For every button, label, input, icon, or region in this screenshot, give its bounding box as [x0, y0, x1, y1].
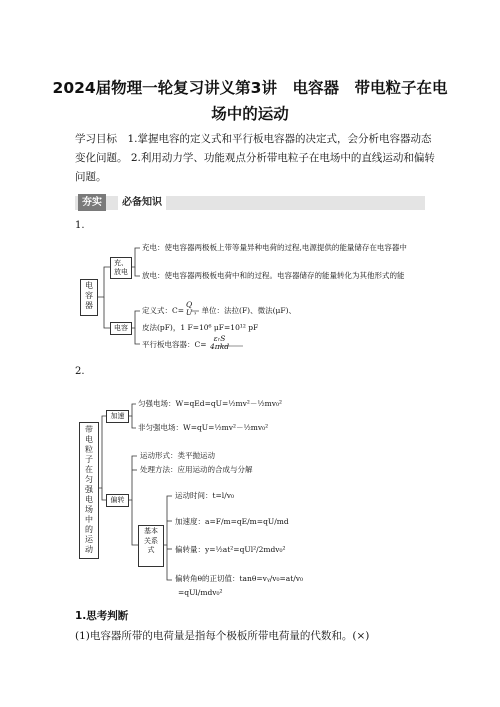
- motion-root-label: 带电粒子在匀强电场中的运动: [85, 425, 93, 554]
- nonuniform-field-formula: 非匀强电场：W=qU=½mv²－½mv₀²: [138, 423, 269, 432]
- definition-suffix: ，单位：法拉(F)、微法(μF)、: [194, 306, 297, 315]
- acceleration-label: 加速: [110, 412, 125, 420]
- charge-description: 充电：使电容器两极板上带等量异种电荷的过程,电源提供的能量储存在电容器中: [142, 243, 407, 252]
- objectives-label: 学习目标: [75, 133, 117, 145]
- page-title-line1: 2024届物理一轮复习讲义第3讲 电容器 带电粒子在电: [52, 79, 448, 97]
- acceleration-formula: 加速度：a=F/m=qE/m=qU/md: [175, 517, 289, 526]
- acceleration-box: [106, 410, 129, 423]
- parallel-plate-formula: [142, 334, 233, 351]
- definition-prefix: 定义式：C=: [142, 306, 185, 315]
- units-line: 皮法(pF)，1 F=10⁶ μF=10¹² pF: [142, 323, 259, 332]
- page-title-line2: 场中的运动: [211, 105, 289, 123]
- capacitor-root-box: [80, 279, 98, 316]
- parallel-numerator: εᵣS: [213, 334, 226, 343]
- deflection-box: [106, 494, 129, 507]
- capacitor-root-label: 电容器: [85, 281, 93, 310]
- judgment-item-1: (1)电容器所带的电荷量是指每个极板所带电荷量的代数和。(×): [75, 630, 370, 642]
- basic-relations-box: [138, 525, 164, 567]
- discharge-description: 放电：使电容器两极板电荷中和的过程。电容器储存的能量转化为其他形式的能: [142, 271, 405, 280]
- charge-text: [142, 242, 412, 253]
- charge-discharge-label: 充、放电: [114, 259, 128, 276]
- objectives-text: 1.掌握电容的定义式和平行板电容器的决定式，会分析电容器动态变化问题。 2.利用动力学、功能观点分析带电粒子在电场中的直线运动和偏转问题。: [75, 133, 435, 183]
- parallel-prefix: 平行板电容器：C=: [142, 340, 207, 349]
- uniform-field-formula: 匀强电场：W=qEd=qU=½mv²－½mv₀²: [138, 399, 283, 408]
- section-tab: 夯实: [78, 194, 106, 211]
- definition-numerator: Q: [185, 300, 193, 309]
- judgment-heading: 1.思考判断: [75, 610, 129, 622]
- processing-method: 处理方法：应用运动的合成与分解: [140, 465, 253, 474]
- definition-formula: [142, 300, 297, 317]
- deflection-angle: 偏转角θ的正切值：tanθ=vᵧ/v₀=at/v₀: [175, 574, 304, 583]
- discharge-text: [142, 270, 412, 281]
- deflection-angle-result: =qUl/mdv₀²: [178, 588, 223, 597]
- diagram2-number: 2.: [75, 366, 85, 377]
- deflection-amount: 偏转量：y=½at²=qUl²/2mdv₀²: [175, 545, 286, 554]
- motion-form: 运动形式：类平抛运动: [140, 451, 215, 460]
- basic-relations-label: 基本关系式: [144, 527, 158, 554]
- definition-denominator: U: [185, 308, 193, 317]
- diagram1-number: 1.: [75, 220, 85, 231]
- capacitance-box: [110, 322, 132, 335]
- capacitance-label: 电容: [114, 324, 128, 332]
- deflection-label: 偏转: [110, 496, 125, 504]
- section-label: 必备知识: [118, 194, 166, 211]
- parallel-denominator: 4πkd: [210, 342, 230, 351]
- motion-root-box: [79, 422, 99, 559]
- charge-discharge-box: [110, 257, 132, 279]
- motion-time: 运动时间：t=l/v₀: [175, 491, 234, 500]
